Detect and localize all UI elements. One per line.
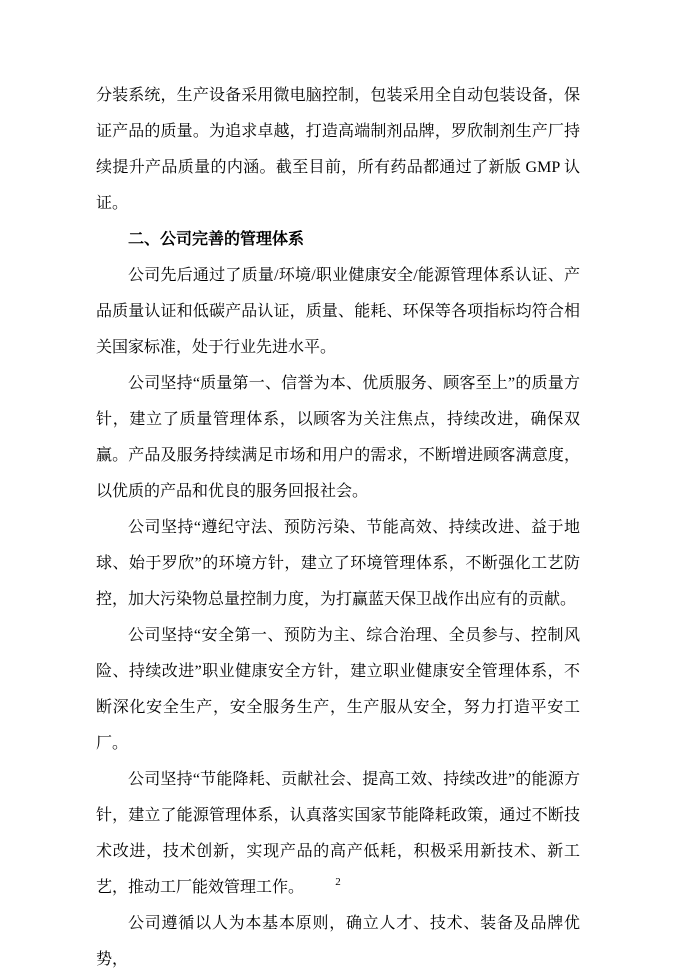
page-number: 2 [335,876,341,888]
paragraph-environment-policy: 公司坚持“遵纪守法、预防污染、节能高效、持续改进、益于地球、始于罗欣”的环境方针，建立了环境管理体系，不断强化工艺防控，加大污染物总量控制力度，为打赢蓝天保卫战作出应有的贡献。 [96,519,580,608]
paragraph-certifications: 公司先后通过了质量/环境/职业健康安全/能源管理体系认证、产品质量认证和低碳产品认证，质量、能耗、环保等各项指标均符合相关国家标准，处于行业先进水平。 [96,267,580,356]
paragraph-energy-policy: 公司坚持“节能降耗、贡献社会、提高工效、持续改进”的能源方针，建立了能源管理体系，认真落实国家节能降耗政策，通过不断技术改进，技术创新，实现产品的高产低耗，积极采用新技术、新工艺，推动工厂能效管理工作。 [96,771,580,896]
paragraph-safety-policy: 公司坚持“安全第一、预防为主、综合治理、全员参与、控制风险、持续改进”职业健康安全方针，建立职业健康安全管理体系，不断深化安全生产，安全服务生产，生产服从安全，努力打造平安工厂。 [96,627,580,752]
document-body [96,78,580,978]
paragraph-quality-policy: 公司坚持“质量第一、信誉为本、优质服务、顾客至上”的质量方针，建立了质量管理体系，以顾客为关注焦点，持续改进，确保双赢。产品及服务持续满足市场和用户的需求，不断增进顾客满意度，以优质的产品和优良的服务回报社会。 [96,375,580,500]
paragraph-continuation: 分装系统，生产设备采用微电脑控制，包装采用全自动包装设备，保证产品的质量。为追求卓越，打造高端制剂品牌，罗欣制剂生产厂持续提升产品质量的内涵。截至目前，所有药品都通过了新版 GMP 认证。 [96,87,580,212]
paragraph-people-principle: 公司遵循以人为本基本原则，确立人才、技术、装备及品牌优势， [96,915,580,968]
section-heading: 二、公司完善的管理体系 [128,231,305,248]
